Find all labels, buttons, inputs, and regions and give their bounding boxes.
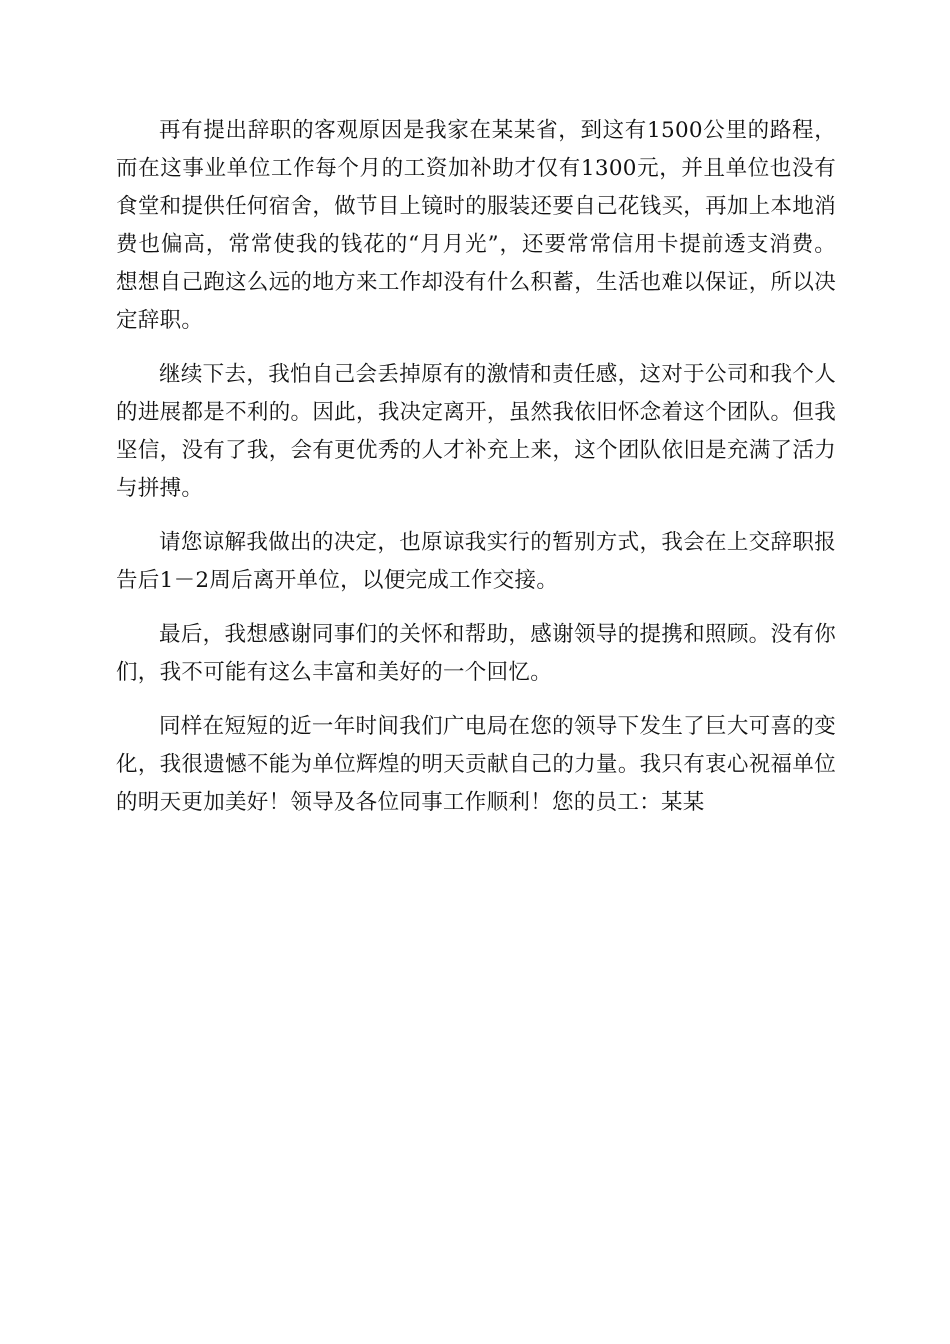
document-body [116,112,836,838]
paragraph-thanks: 最后，我想感谢同事们的关怀和帮助，感谢领导的提携和照顾。没有你们，我不可能有这么丰富和美好的一个回忆。 [116,622,836,685]
paragraph-continue: 继续下去，我怕自己会丢掉原有的激情和责任感，这对于公司和我个人的进展都是不利的。因此，我决定离开，虽然我依旧怀念着这个团队。但我坚信，没有了我，会有更优秀的人才补充上来，这个团队依旧是充满了活力与拼搏。 [116,362,836,501]
paragraph-closing: 同样在短短的近一年时间我们广电局在您的领导下发生了巨大可喜的变化，我很遗憾不能为单位辉煌的明天贡献自己的力量。我只有衷心祝福单位的明天更加美好！领导及各位同事工作顺利！您的员工：某某 [116,714,836,815]
paragraph-reasons: 再有提出辞职的客观原因是我家在某某省，到这有1500公里的路程，而在这事业单位工作每个月的工资加补助才仅有1300元，并且单位也没有食堂和提供任何宿舍，做节目上镜时的服装还要自己花钱买，再加上本地消费也偏高，常常使我的钱花的“月月光”，还要常常信用卡提前透支消费。想想自己跑这么远的地方来工作却没有什么积蓄，生活也难以保证，所以决定辞职。 [116,118,836,333]
paragraph-understanding: 请您谅解我做出的决定，也原谅我实行的暂别方式，我会在上交辞职报告后1－2周后离开单位，以便完成工作交接。 [116,530,836,593]
